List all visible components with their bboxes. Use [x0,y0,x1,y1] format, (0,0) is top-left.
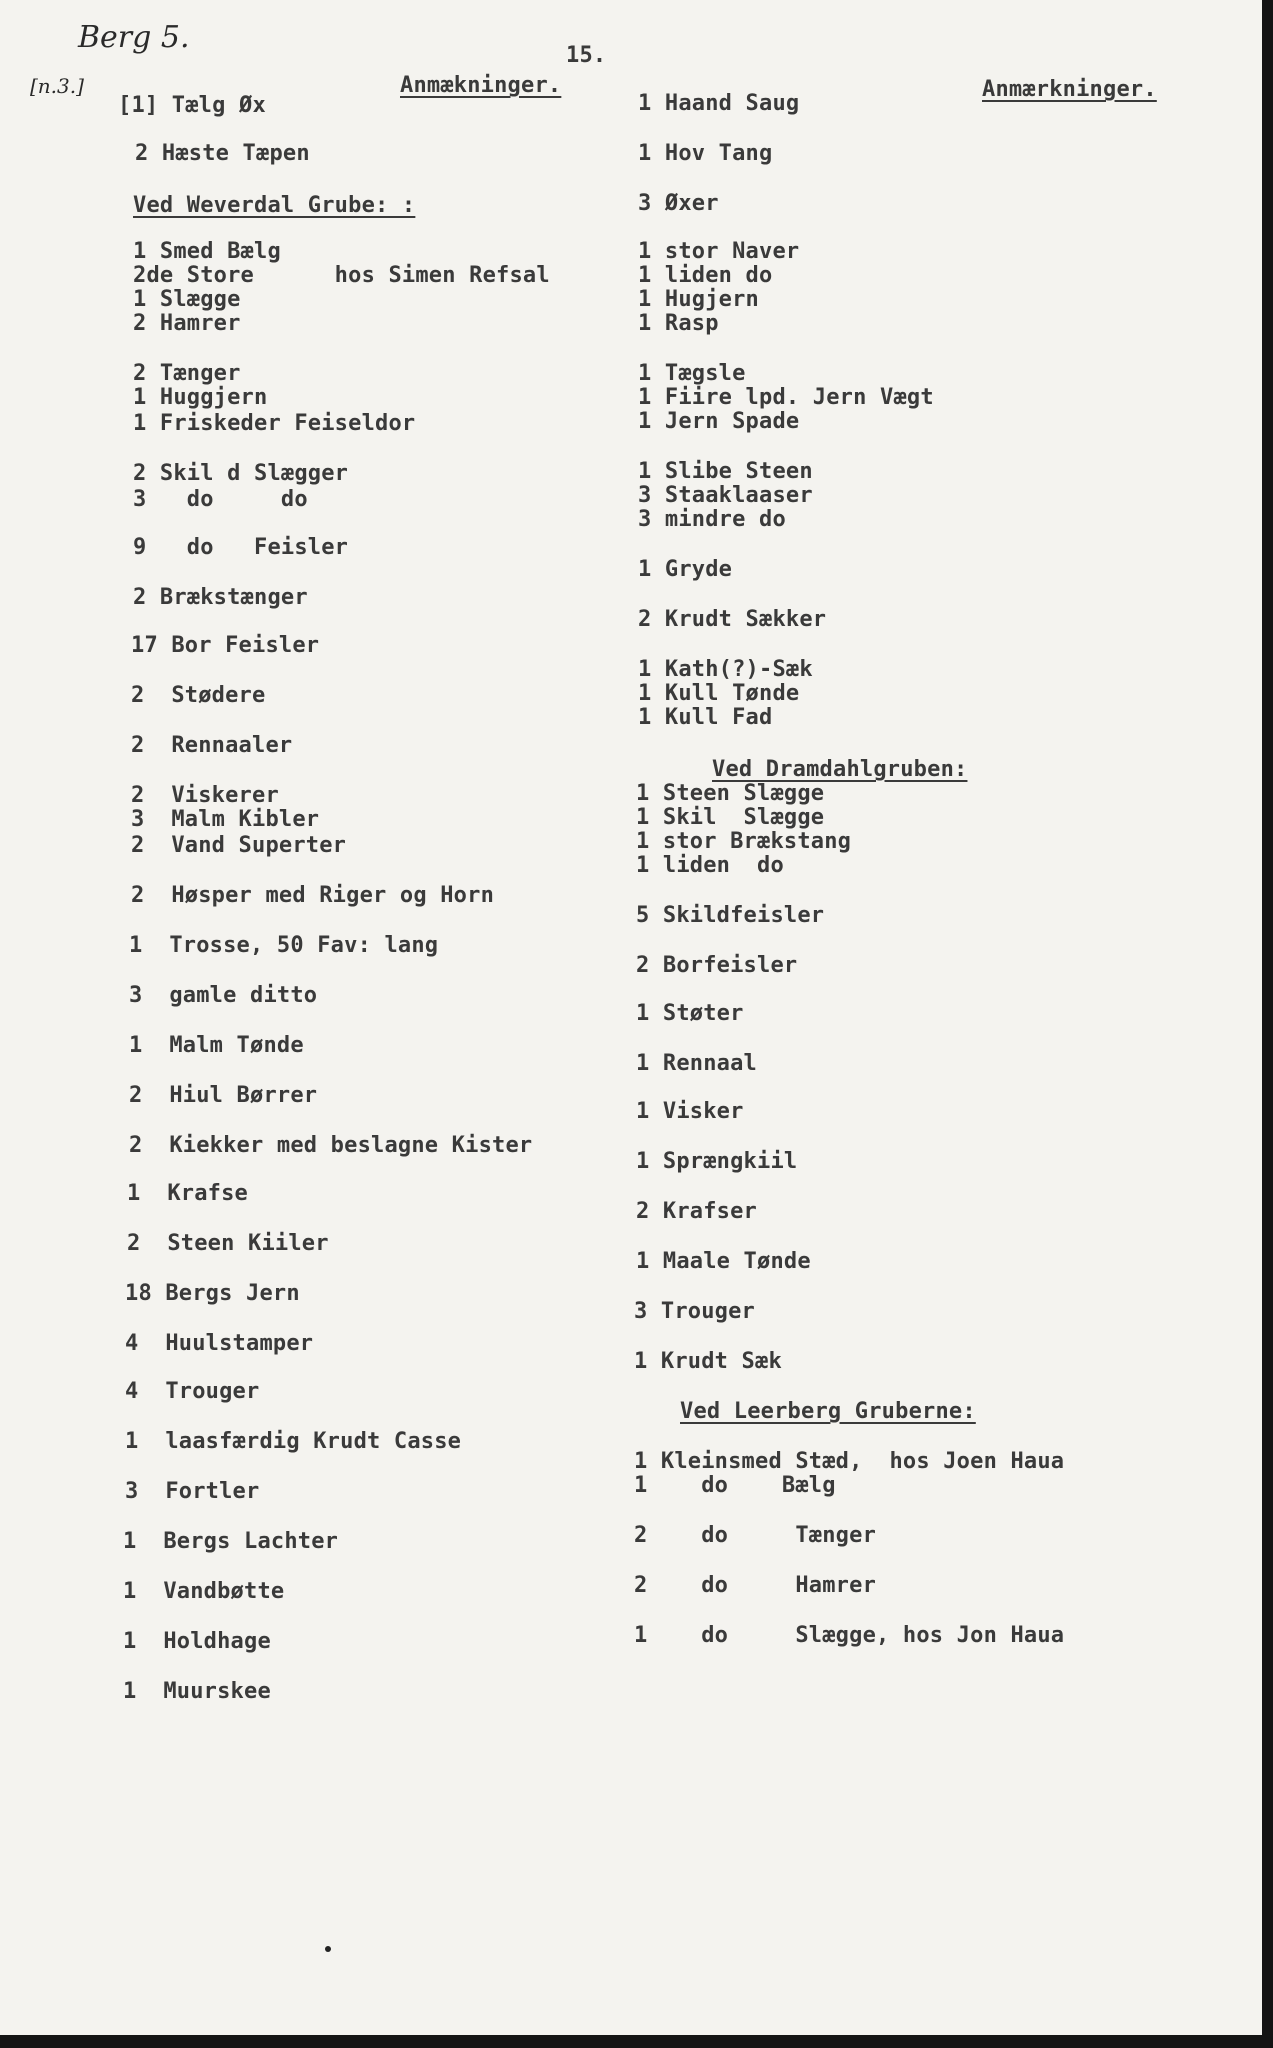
list-item: 2 Skil d Slægger [133,461,349,486]
list-item: 3 Malm Kibler [131,807,320,832]
list-item: 1 do Slægge, hos Jon Haua [634,1623,1065,1648]
list-item: 1 Steen Slægge [636,781,825,806]
list-item: 1 Visker [636,1099,744,1124]
list-item: 2 Kiekker med beslagne Kister [129,1133,533,1158]
list-item: 2 Steen Kiiler [127,1231,329,1256]
section-heading: Ved Weverdal Grube: : [133,193,416,218]
list-item: [1] Tælg Øx [118,93,266,118]
list-item: 1 Huggjern [133,385,268,410]
list-item: 2 Høsper med Riger og Horn [131,883,495,908]
section-heading: Ved Leerberg Gruberne: [680,1399,976,1424]
list-item: 1 Trosse, 50 Fav: lang [129,933,439,958]
list-item: 1 Rennaal [636,1051,758,1076]
list-item: 3 do do [133,487,308,512]
list-item: 3 gamle ditto [129,983,318,1008]
list-item: 3 Staaklaaser [638,483,813,508]
list-item: 2 Hiul Børrer [129,1083,318,1108]
list-item: 1 liden do [636,853,784,878]
list-item: 3 Trouger [634,1299,756,1324]
list-item: 1 Krudt Sæk [634,1349,782,1374]
list-item: 1 Kleinsmed Stæd, hos Joen Haua [634,1449,1065,1474]
ink-dot [325,1946,331,1952]
list-item: 4 Trouger [125,1379,260,1404]
list-item: 1 Vandbøtte [123,1579,285,1604]
list-item: 1 Jern Spade [638,409,800,434]
list-item: 1 stor Naver [638,239,800,264]
list-item: 2 Viskerer [131,783,279,808]
list-item: 18 Bergs Jern [125,1281,300,1306]
list-item: 1 Hugjern [638,287,760,312]
list-item: 2 Borfeisler [636,953,798,978]
list-item: 1 Hov Tang [638,141,773,166]
list-item: 2 Krudt Sækker [638,607,827,632]
list-item: 2 Hæste Tæpen [135,141,310,166]
list-item: 2 do Hamrer [634,1573,877,1598]
list-item: 1 Holdhage [123,1629,271,1654]
remarks-heading-right: Anmærkninger. [982,77,1157,102]
list-item: 1 stor Brækstang [636,829,852,854]
list-item: 2 Krafser [636,1199,758,1224]
list-item: 1 Slægge [133,287,241,312]
list-item: 1 Kull Fad [638,705,773,730]
list-item: 1 Friskeder Feiseldor [133,411,416,436]
handwritten-note: Berg 5. [78,20,190,55]
section-heading: Ved Dramdahlgruben: [712,757,968,782]
list-item: 5 Skildfeisler [636,903,825,928]
list-item: 1 Fiire lpd. Jern Vægt [638,385,934,410]
list-item: 2 Stødere [131,683,266,708]
remarks-heading-left: Anmækninger. [400,73,562,98]
list-item: 2 Tænger [133,361,241,386]
list-item: 3 Øxer [638,191,719,216]
list-item: 9 do Feisler [133,535,349,560]
list-item: 1 Krafse [127,1181,249,1206]
list-item: 2 Vand Superter [131,833,347,858]
list-item: 1 laasfærdig Krudt Casse [125,1429,462,1454]
list-item: 3 mindre do [638,507,786,532]
list-item: 2 Rennaaler [131,733,293,758]
list-item: 1 Slibe Steen [638,459,813,484]
list-item: 1 Haand Saug [638,91,800,116]
list-item: 1 Kull Tønde [638,681,800,706]
list-item: 2 do Tænger [634,1523,877,1548]
list-item: 3 Fortler [125,1479,260,1504]
list-item: 1 Tægsle [638,361,746,386]
list-item: 1 Støter [636,1001,744,1026]
list-item: 1 Muurskee [123,1679,271,1704]
list-item: 1 Malm Tønde [129,1033,304,1058]
page-number: 15. [566,43,607,68]
bracket-note: [n.3.] [30,74,84,98]
list-item: 4 Huulstamper [125,1331,314,1356]
list-item: 1 do Bælg [634,1473,836,1498]
list-item: 1 Gryde [638,557,733,582]
list-item: 1 Kath(?)-Sæk [638,657,813,682]
list-item: 2 Hamrer [133,311,241,336]
list-item: 17 Bor Feisler [131,633,320,658]
list-item: 1 Sprængkiil [636,1149,798,1174]
list-item: 1 Bergs Lachter [123,1529,339,1554]
list-item: 2de Store hos Simen Refsal [133,263,550,288]
list-item: 1 Skil Slægge [636,805,825,830]
list-item: 1 liden do [638,263,773,288]
list-item: 1 Rasp [638,311,719,336]
list-item: 1 Maale Tønde [636,1249,811,1274]
list-item: 2 Brækstænger [133,585,308,610]
list-item: 1 Smed Bælg [133,239,281,264]
